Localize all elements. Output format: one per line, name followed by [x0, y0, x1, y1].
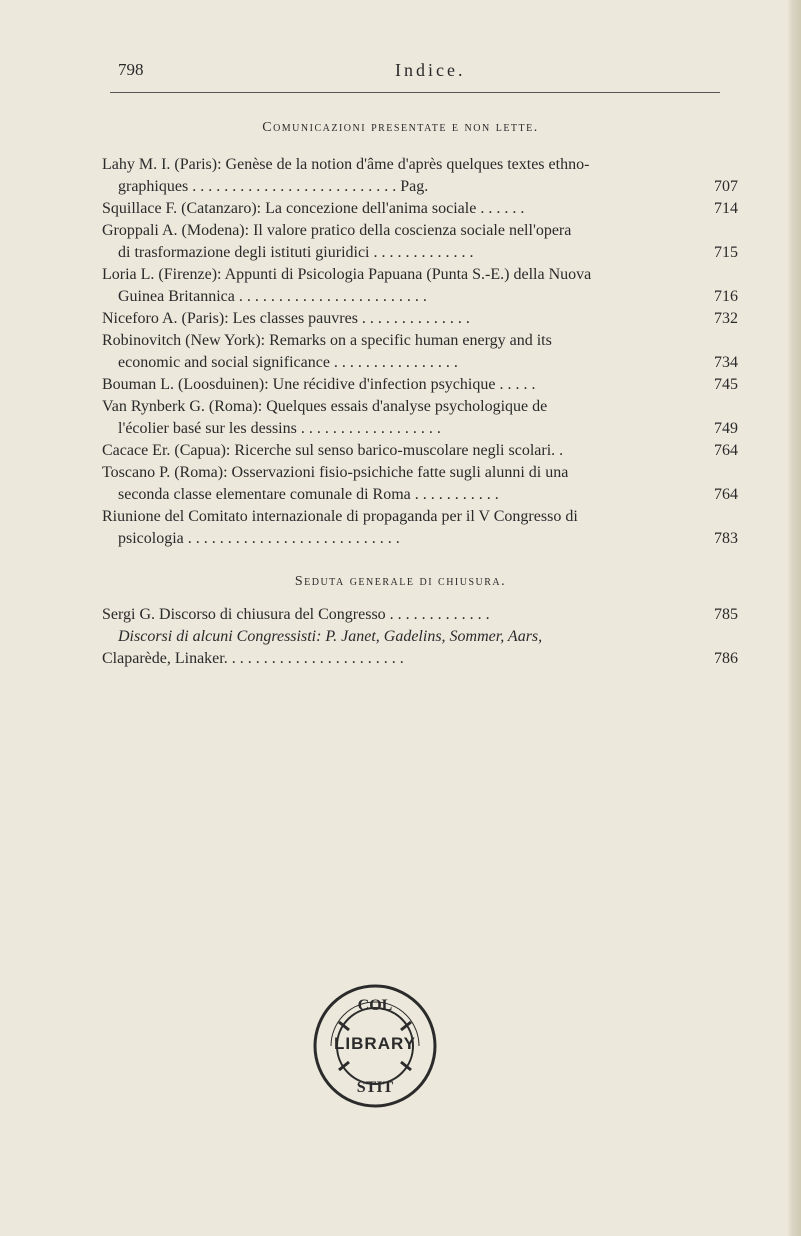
entry-line: Cacace Er. (Capua): Ricerche sul senso barico-muscolare negli scolari. .	[102, 442, 564, 459]
entry-line: seconda classe elementare comunale di Roma . . . . . . . . . . .	[118, 486, 499, 503]
entry-line: psicologia . . . . . . . . . . . . . . . . . . . . . . . . . . .	[118, 530, 400, 547]
entry-line: Niceforo A. (Paris): Les classes pauvres . . . . . . . . . . . . . .	[102, 310, 470, 327]
stamp-label: LIBRARY	[334, 1034, 416, 1053]
svg-text:STIT: STIT	[356, 1079, 394, 1096]
entry-line: Bouman L. (Loosduinen): Une récidive d'infection psychique . . . . .	[102, 376, 536, 393]
entry-line: Sergi G. Discorso di chiusura del Congresso . . . . . . . . . . . . .	[102, 606, 490, 623]
page-ref: 732	[714, 310, 738, 327]
page-ref: 749	[714, 420, 738, 437]
page-ref: 786	[714, 650, 738, 667]
page-ref: 707	[714, 178, 738, 195]
toc-entry-squillace[interactable]	[102, 198, 738, 220]
toc-entry-niceforo[interactable]	[102, 308, 738, 330]
svg-text:COL: COL	[357, 997, 393, 1014]
entry-line: graphiques . . . . . . . . . . . . . . . . . . . . . . . . . . Pag.	[118, 178, 429, 195]
entry-line: l'écolier basé sur les dessins . . . . . . . . . . . . . . . . . .	[118, 420, 441, 437]
entry-line: Groppali A. (Modena): Il valore pratico della coscienza sociale nell'opera	[102, 222, 572, 239]
header-rule	[110, 92, 720, 93]
section-title: Seduta generale di chiusura.	[294, 574, 507, 589]
toc-entry-van-rynberk[interactable]	[102, 396, 738, 440]
page-ref: 764	[714, 486, 738, 503]
page-ref: 716	[714, 288, 738, 305]
section-title: Comunicazioni presentate e non lette.	[262, 120, 539, 135]
library-stamp	[309, 980, 441, 1112]
page-ref: 714	[714, 200, 738, 217]
page-ref: 764	[714, 442, 738, 459]
entry-line: Lahy M. I. (Paris): Genèse de la notion d'âme d'après quelques textes ethno-	[102, 156, 590, 173]
toc-entry-robinovitch[interactable]	[102, 330, 738, 374]
toc-entry-loria[interactable]	[102, 264, 738, 308]
entry-line: Robinovitch (New York): Remarks on a specific human energy and its	[102, 332, 552, 349]
entry-line: Toscano P. (Roma): Osservazioni fisio-psichiche fatte sugli alunni di una	[102, 464, 569, 481]
entry-line: Discorsi di alcuni Congressisti: P. Janet, Gadelins, Sommer, Aars,	[118, 628, 543, 645]
entry-line: Riunione del Comitato internazionale di propaganda per il V Congresso di	[102, 508, 578, 525]
entry-line: Squillace F. (Catanzaro): La concezione dell'anima sociale . . . . . .	[102, 200, 525, 217]
toc-entry-bouman[interactable]	[102, 374, 738, 396]
page-ref: 715	[714, 244, 738, 261]
toc-entry-riunione[interactable]	[102, 506, 738, 550]
toc-entry-toscano[interactable]	[102, 462, 738, 506]
toc-entry-groppali[interactable]	[102, 220, 738, 264]
page-header	[0, 60, 801, 84]
page-ref: 785	[714, 606, 738, 623]
page-ref: 783	[714, 530, 738, 547]
entry-line: Claparède, Linaker. . . . . . . . . . . . . . . . . . . . . . .	[102, 650, 404, 667]
toc-entry-sergi[interactable]	[102, 604, 738, 626]
entry-line: Van Rynberk G. (Roma): Quelques essais d'analyse psychologique de	[102, 398, 548, 415]
page-number: 798	[118, 60, 144, 79]
entry-line: Loria L. (Firenze): Appunti di Psicologia Papuana (Punta S.-E.) della Nuova	[102, 266, 592, 283]
toc-entry-discorsi[interactable]	[102, 626, 738, 670]
page-ref: 745	[714, 376, 738, 393]
running-title: Indice.	[395, 60, 466, 80]
entry-line: di trasformazione degli istituti giuridici . . . . . . . . . . . . .	[118, 244, 474, 261]
toc-entry-lahy[interactable]	[102, 154, 738, 198]
toc-entry-cacace[interactable]	[102, 440, 738, 462]
page-ref: 734	[714, 354, 738, 371]
page-edge	[787, 0, 801, 1236]
entry-line: Guinea Britannica . . . . . . . . . . . . . . . . . . . . . . . .	[118, 288, 427, 305]
entry-line: economic and social significance . . . . . . . . . . . . . . . .	[118, 354, 458, 371]
